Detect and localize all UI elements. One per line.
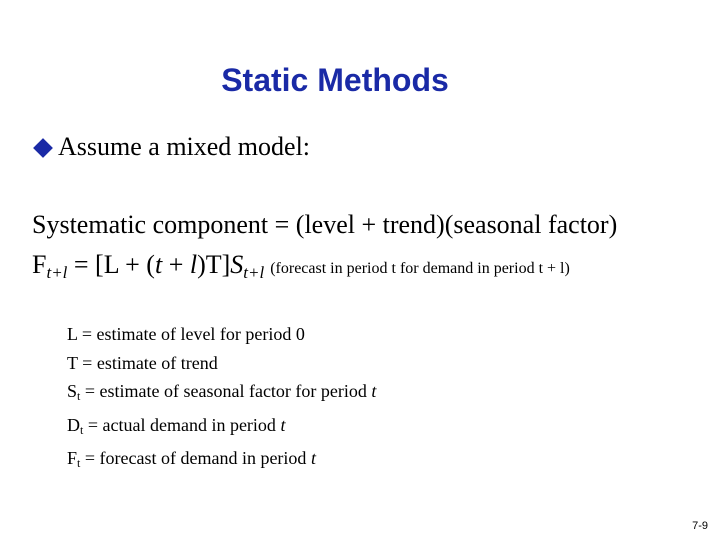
definition-text: = estimate of level for period 0 (77, 324, 305, 344)
forecast-formula (32, 250, 570, 283)
definition-italic: t (371, 381, 377, 401)
definition-symbol: S (67, 381, 78, 401)
definition-row (67, 411, 376, 445)
bullet-text: Assume a mixed model: (58, 132, 311, 161)
definition-symbol: L (67, 324, 78, 344)
systematic-component-text: Systematic component = (level + trend)(seasonal factor) (32, 210, 618, 239)
definition-row (67, 377, 376, 411)
definition-symbol: F (67, 448, 78, 468)
definition-sub: t (77, 456, 81, 470)
definition-symbol: D (67, 414, 80, 435)
formula-note: (forecast in period t for demand in period t + l) (270, 260, 570, 277)
diamond-bullet-icon (33, 138, 53, 158)
formula-l: l (189, 250, 198, 279)
definition-row (67, 349, 376, 378)
definition-row (67, 320, 376, 349)
definition-text: = forecast of demand in period (80, 448, 311, 468)
definition-italic: t (310, 448, 316, 468)
formula-mid2: )T] (197, 250, 231, 279)
formula-t: t (154, 250, 163, 279)
definition-text: = estimate of trend (77, 352, 218, 373)
slide-title: Static Methods (221, 62, 449, 98)
definition-row (67, 444, 376, 478)
definition-sub: t (77, 389, 81, 403)
formula-plus: + (162, 250, 190, 279)
definition-symbol: T (67, 352, 78, 373)
formula-mid1: = [L + ( (67, 250, 155, 279)
page-number: 7-9 (692, 520, 708, 532)
definitions-list (67, 320, 376, 478)
definition-text: = estimate of seasonal factor for period (80, 381, 372, 401)
definition-italic: t (280, 414, 286, 435)
formula-lhs: F (32, 250, 47, 279)
definition-sub: t (80, 422, 84, 437)
formula-lhs-sub: t+l (46, 263, 68, 282)
bullet-item (32, 132, 310, 162)
formula-s: S (230, 250, 244, 279)
formula-s-sub: t+l (243, 263, 265, 282)
definition-text: = actual demand in period (83, 414, 281, 435)
